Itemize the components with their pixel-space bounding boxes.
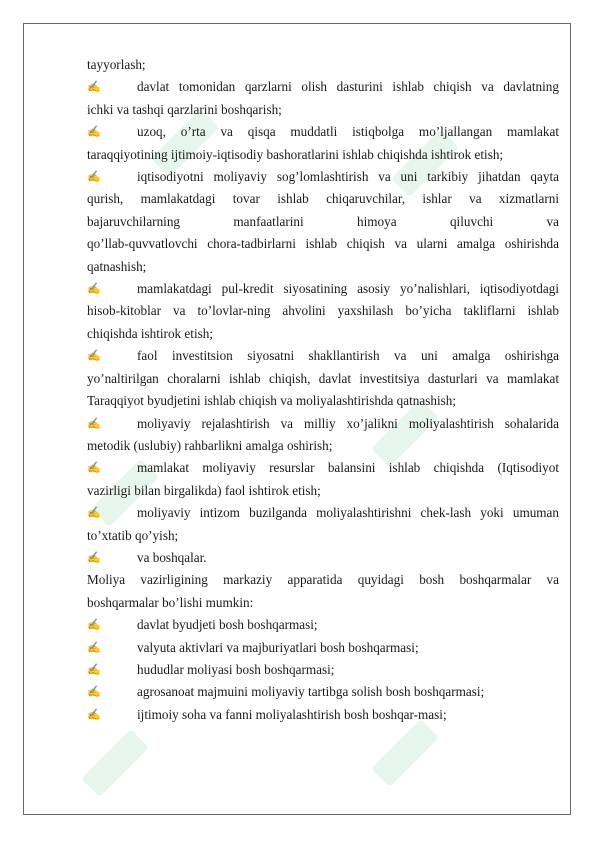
- text-line: [87, 99, 559, 121]
- bullet-icon: ✍: [87, 551, 101, 564]
- text-line: [87, 256, 559, 278]
- line-text: bajaruvchilarning manfaatlarini himoya qiluvchi va: [87, 213, 559, 229]
- bullet-line: [87, 345, 559, 367]
- line-text: valyuta aktivlari va majburiyatlari bosh boshqarmasi;: [137, 639, 419, 655]
- text-line: [87, 188, 559, 210]
- bullet-icon: ✍: [87, 462, 101, 475]
- text-line: [87, 390, 559, 412]
- line-text: qatnashish;: [87, 258, 147, 274]
- line-text: agrosanoat majmuini moliyaviy tartibga solish bosh boshqarmasi;: [137, 684, 485, 700]
- bullet-icon: ✍: [87, 283, 101, 296]
- line-text: ichki va tashqi qarzlarini boshqarish;: [87, 101, 282, 117]
- text-line: [87, 435, 559, 457]
- line-text: tayyorlash;: [87, 57, 146, 72]
- bullet-line: [87, 502, 559, 524]
- text-line: [87, 368, 559, 390]
- text-line: [87, 323, 559, 345]
- line-text: moliyaviy rejalashtirish va milliy xo’jalikni moliyalashtirish sohalarida: [137, 415, 559, 431]
- line-text: taraqqiyotining ijtimoiy-iqtisodiy bashoratlarini ishlab chiqishda ishtirok etish;: [87, 146, 504, 162]
- document-body: [87, 54, 559, 726]
- text-line: [87, 54, 559, 76]
- line-text: faol investitsion siyosatni shakllantirish va uni amalga oshirishga: [137, 348, 559, 364]
- bullet-line: [87, 614, 559, 636]
- text-line: [87, 525, 559, 547]
- bullet-icon: ✍: [87, 663, 101, 676]
- line-text: hisob-kitoblar va to’lovlar-ning ahvolini yaxshilash bo’yicha takliflarni ishlab: [87, 303, 559, 319]
- line-text: vazirligi bilan birgalikda) faol ishtirok etish;: [87, 482, 321, 498]
- text-line: [87, 144, 559, 166]
- bullet-line: [87, 413, 559, 435]
- bullet-line: [87, 659, 559, 681]
- line-text: chiqishda ishtirok etish;: [87, 325, 214, 341]
- bullet-icon: ✍: [87, 708, 101, 721]
- bullet-icon: ✍: [87, 417, 101, 430]
- line-text: to’xtatib qo’yish;: [87, 527, 179, 543]
- bullet-icon: ✍: [87, 641, 101, 654]
- line-text: metodik (uslubiy) rahbarlikni amalga oshirish;: [87, 437, 333, 453]
- bullet-line: [87, 166, 559, 188]
- text-line: [87, 592, 559, 614]
- bullet-icon: ✍: [87, 619, 101, 632]
- bullet-line: [87, 457, 559, 479]
- bullet-line: [87, 704, 559, 726]
- line-text: hududlar moliyasi bosh boshqarmasi;: [137, 661, 335, 677]
- line-text: davlat byudjeti bosh boshqarmasi;: [137, 617, 318, 633]
- line-text: davlat tomonidan qarzlarni olish dasturini ishlab chiqish va davlatning: [137, 79, 559, 95]
- line-text: Moliya vazirligining markaziy apparatida quyidagi bosh boshqarmalar va: [87, 572, 559, 588]
- bullet-line: [87, 547, 559, 569]
- text-line: [87, 233, 559, 255]
- bullet-icon: ✍: [87, 126, 101, 139]
- bullet-line: [87, 637, 559, 659]
- text-line: [87, 569, 559, 591]
- bullet-icon: ✍: [87, 350, 101, 363]
- line-text: mamlakat moliyaviy resurslar balansini ishlab chiqishda (Iqtisodiyot: [137, 460, 559, 476]
- line-text: uzoq, o’rta va qisqa muddatli istiqbolga mo’ljallangan mamlakat: [137, 124, 559, 140]
- bullet-icon: ✍: [87, 686, 101, 699]
- line-text: moliyaviy intizom buzilganda moliyalashtirishni chek-lash yoki umuman: [137, 505, 559, 521]
- line-text: boshqarmalar bo’lishi mumkin:: [87, 594, 254, 610]
- line-text: iqtisodiyotni moliyaviy sog’lomlashtirish va uni tarkibiy jihatdan qayta: [137, 169, 559, 185]
- bullet-line: [87, 278, 559, 300]
- line-text: ijtimoiy soha va fanni moliyalashtirish bosh boshqar-masi;: [137, 706, 447, 722]
- line-text: Taraqqiyot byudjetini ishlab chiqish va moliyalashtirishda qatnashish;: [87, 393, 456, 409]
- line-text: yo’naltirilgan choralarni ishlab chiqish, davlat investitsiya dasturlari va mamlakat: [87, 370, 559, 386]
- bullet-line: [87, 121, 559, 143]
- line-text: va boshqalar.: [137, 549, 207, 565]
- bullet-icon: ✍: [87, 171, 101, 184]
- bullet-line: [87, 76, 559, 98]
- text-line: [87, 211, 559, 233]
- bullet-icon: ✍: [87, 81, 101, 94]
- text-line: [87, 300, 559, 322]
- bullet-line: [87, 681, 559, 703]
- line-text: qurish, mamlakatdagi tovar ishlab chiqaruvchilar, ishlar va xizmatlarni: [87, 191, 559, 207]
- line-text: mamlakatdagi pul-kredit siyosatining asosiy yo’nalishlari, iqtisodiyotdagi: [137, 281, 559, 297]
- bullet-icon: ✍: [87, 507, 101, 520]
- line-text: qo’llab-quvvatlovchi chora-tadbirlarni ishlab chiqish va ularni amalga oshirishda: [87, 236, 559, 252]
- text-line: [87, 480, 559, 502]
